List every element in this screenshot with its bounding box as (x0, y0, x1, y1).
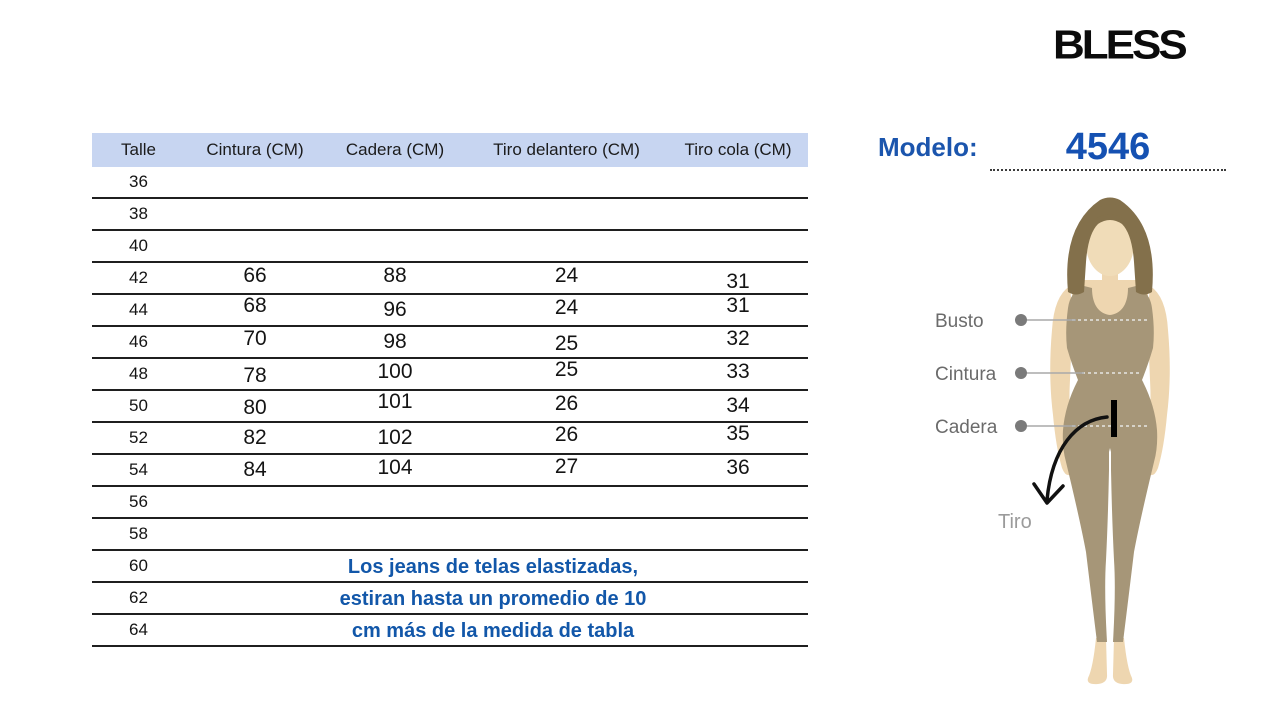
model-row (878, 132, 978, 163)
measure-value: 34 (726, 394, 750, 417)
table-row (92, 519, 808, 551)
size-label: 36 (129, 172, 148, 191)
table-row (92, 295, 808, 327)
measure-value: 35 (726, 422, 750, 445)
measure-value: 80 (243, 396, 267, 419)
measure-value: 32 (726, 327, 750, 350)
bust-label: Busto (935, 311, 984, 332)
size-label: 56 (129, 492, 148, 511)
model-label: Modelo: (878, 132, 978, 162)
measure-value: 25 (554, 332, 579, 355)
measure-value: 33 (726, 360, 750, 383)
figure-bodysuit (1063, 286, 1157, 642)
table-row (92, 423, 808, 455)
size-label: 46 (129, 332, 148, 351)
measure-value: 24 (554, 296, 579, 319)
table-row (92, 167, 808, 199)
measure-value: 102 (377, 426, 413, 449)
header-talle: Talle (121, 140, 156, 159)
size-table (92, 133, 808, 647)
rise-label: Tiro (998, 511, 1032, 533)
measure-value: 26 (554, 392, 579, 415)
size-table-header (92, 133, 808, 167)
table-row (92, 359, 808, 391)
measure-value: 25 (554, 358, 579, 381)
model-underline (990, 152, 1226, 171)
measure-value: 24 (554, 264, 579, 287)
stretch-note-line: cm más de la medida de tabla (351, 620, 635, 642)
figure-feet (1113, 638, 1132, 684)
measure-value: 66 (243, 264, 267, 287)
measure-value: 31 (726, 270, 750, 293)
measure-value: 100 (377, 360, 413, 383)
measurement-figure-svg (900, 190, 1260, 710)
measure-value: 68 (243, 294, 267, 317)
measure-value: 70 (243, 327, 267, 350)
size-label: 42 (129, 268, 148, 287)
size-label: 52 (129, 428, 148, 447)
measure-value: 31 (726, 294, 750, 317)
table-row (92, 391, 808, 423)
measure-value: 26 (554, 423, 579, 446)
bust-dot (1015, 314, 1027, 326)
size-label: 58 (129, 524, 148, 543)
table-row (92, 199, 808, 231)
size-label: 48 (129, 364, 148, 383)
model-number: 4546 (1065, 126, 1151, 168)
measure-value: 27 (554, 455, 579, 478)
size-label: 38 (129, 204, 148, 223)
size-label: 44 (129, 300, 148, 319)
rise-marker-bar (1111, 400, 1117, 437)
measure-value: 84 (243, 458, 267, 481)
measure-value: 78 (243, 364, 267, 387)
header-tiro-cola: Tiro cola (CM) (684, 140, 792, 159)
size-label: 40 (129, 236, 148, 255)
size-label: 54 (129, 460, 148, 479)
size-label: 60 (129, 556, 148, 575)
waist-dot (1015, 367, 1027, 379)
brand-logo: BLESS (1053, 22, 1185, 68)
stretch-note (321, 551, 665, 647)
measure-value: 104 (377, 456, 413, 479)
size-label: 62 (129, 588, 148, 607)
stretch-note-line: estiran hasta un promedio de 10 (339, 588, 647, 610)
measure-value: 82 (243, 426, 267, 449)
figure-feet (1088, 638, 1107, 684)
measure-value: 36 (726, 456, 750, 479)
size-label: 50 (129, 396, 148, 415)
table-row (92, 455, 808, 487)
table-row (92, 487, 808, 519)
measure-value: 101 (377, 390, 413, 413)
table-row (92, 263, 808, 295)
measure-value: 96 (383, 298, 407, 321)
measure-value: 98 (383, 330, 407, 353)
measure-value: 88 (383, 264, 407, 287)
stretch-note-line: Los jeans de telas elastizadas, (347, 556, 639, 578)
size-label: 64 (129, 620, 148, 639)
table-row (92, 231, 808, 263)
hip-label: Cadera (935, 417, 998, 438)
header-tiro-delantero: Tiro delantero (CM) (493, 140, 640, 159)
figure-illustration (900, 190, 1260, 710)
waist-label: Cintura (935, 364, 997, 385)
table-row (92, 327, 808, 359)
header-cadera: Cadera (CM) (345, 140, 445, 159)
hip-dot (1015, 420, 1027, 432)
header-cintura: Cintura (CM) (206, 140, 304, 159)
